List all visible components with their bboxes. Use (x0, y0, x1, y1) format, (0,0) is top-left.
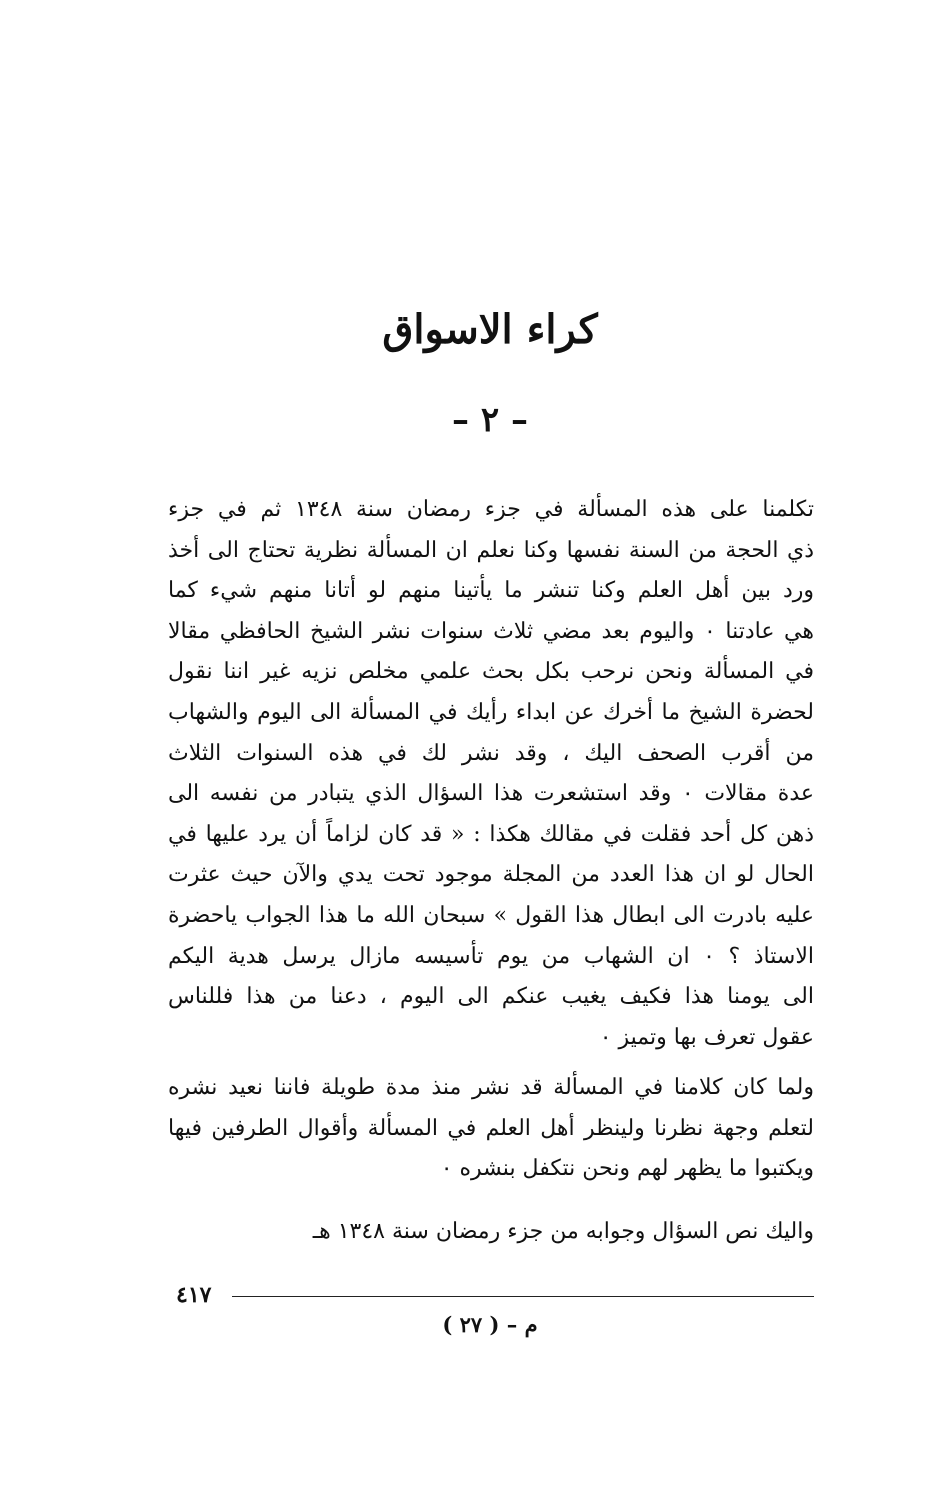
page-number: ٤١٧ (176, 1282, 212, 1308)
text-line: ذهن كل أحد فقلت في مقالك هكذا : « قد كان لزاماً أن يرد عليها في (168, 821, 814, 847)
paragraph-1 (168, 490, 814, 1058)
text-line: ورد بين أهل العلم وكنا تنشر ما يأتينا منهم لو أتانا منهم شيء كما (168, 578, 814, 604)
text-line: لحضرة الشيخ ما أخرك عن ابداء رأيك في المسألة الى اليوم والشهاب (168, 699, 814, 725)
paragraph-3 (168, 1212, 814, 1253)
paragraph-2 (168, 1068, 814, 1190)
section-number: – ٢ – (452, 400, 528, 440)
footer-rule (232, 1296, 814, 1297)
text-line: الحال لو ان هذا العدد من المجلة موجود تحت يدي والآن حيث عثرت (168, 862, 814, 888)
article-title: كراء الاسواق (382, 306, 598, 353)
text-line: عقول تعرف بها وتميز ٠ (599, 1024, 814, 1050)
text-line: ذي الحجة من السنة نفسها وكنا نعلم ان المسألة نظرية تحتاج الى أخذ (168, 537, 814, 563)
text-line: في المسألة ونحن نرحب بكل بحث علمي مخلص نزيه غير اننا نقول (168, 659, 814, 685)
text-line: ولما كان كلامنا في المسألة قد نشر منذ مدة طويلة فاننا نعيد نشره (168, 1075, 814, 1100)
text-line: الاستاذ ؟ ٠ ان الشهاب من يوم تأسيسه مازال يرسل هدية اليكم (168, 943, 814, 969)
text-line: تكلمنا على هذه المسألة في جزء رمضان سنة ١٣٤٨ ثم في جزء (168, 497, 814, 522)
text-line: هي عادتنا ٠ واليوم بعد مضي ثلاث سنوات نشر الشيخ الحافظي مقالا (168, 618, 814, 644)
text-line: من أقرب الصحف اليك ، وقد نشر لك في هذه السنوات الثلاث (168, 740, 814, 766)
printer-signature: م – ( ٢٧ ) (442, 1312, 538, 1337)
text-line: لتعلم وجهة نظرنا ولينظر أهل العلم في المسألة وأقوال الطرفين فيها (168, 1115, 814, 1141)
text-line: عليه بادرت الى ابطال هذا القول » سبحان الله ما هذا الجواب ياحضرة (168, 902, 814, 928)
text-line: ويكتبوا ما يظهر لهم ونحن نتكفل بنشره ٠ (440, 1156, 814, 1182)
text-line: واليك نص السؤال وجوابه من جزء رمضان سنة ١٣٤٨ هـ (312, 1219, 814, 1244)
text-line: الى يومنا هذا فكيف يغيب عنكم الى اليوم ، دعنا من هذا فللناس (168, 984, 814, 1010)
text-line: عدة مقالات ٠ وقد استشعرت هذا السؤال الذي يتبادر من نفسه الى (168, 781, 814, 807)
